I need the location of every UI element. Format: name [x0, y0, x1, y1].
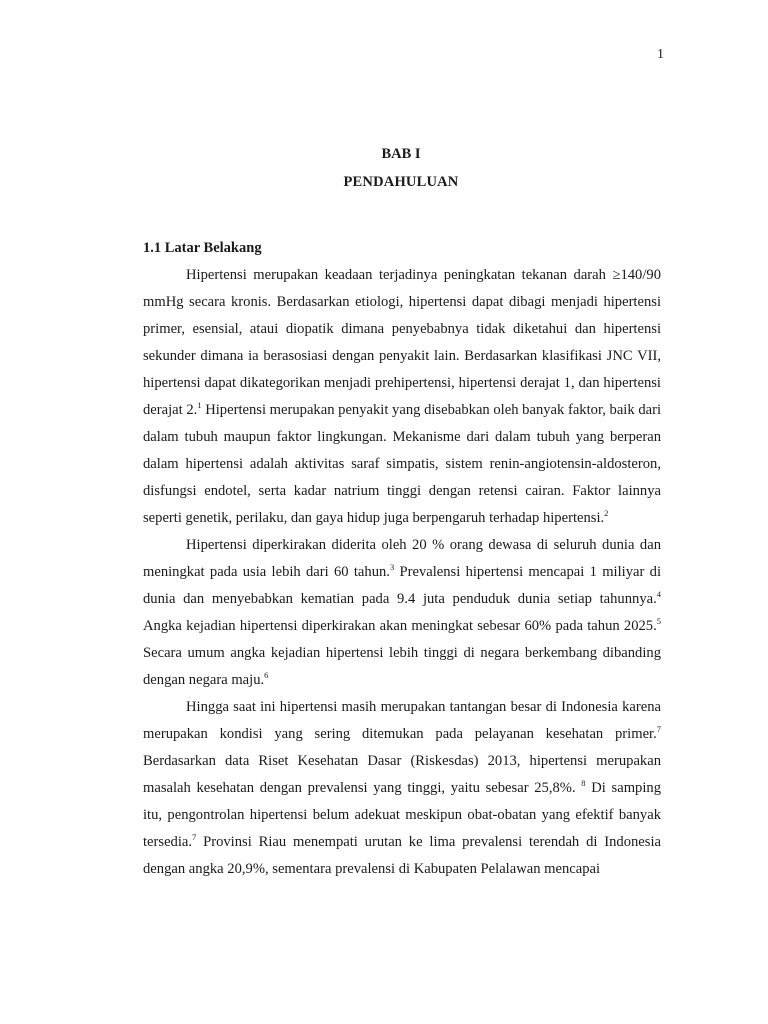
paragraph-text: Di samping itu, pengontrolan hipertensi belum adekuat meskipun obat-obatan yang efektif banyak tersedia.: [143, 780, 661, 850]
paragraph-2: [143, 532, 661, 694]
paragraph-text: Provinsi Riau menempati urutan ke lima prevalensi terendah di Indonesia dengan angka 20,9%, sementara prevalensi di Kabupaten Pelalawan mencapai: [143, 834, 661, 877]
paragraph-text: Secara umum angka kejadian hipertensi lebih tinggi di negara berkembang dibanding dengan negara maju.: [143, 645, 661, 688]
citation-superscript: 4: [656, 589, 661, 599]
paragraph-text: Hingga saat ini hipertensi masih merupakan tantangan besar di Indonesia karena merupakan kondisi yang sering ditemukan pada pelayanan kesehatan primer.: [143, 699, 661, 742]
citation-superscript: 5: [656, 616, 661, 626]
citation-superscript: 6: [264, 670, 269, 680]
chapter-title: PENDAHULUAN: [343, 174, 459, 190]
paragraph-text: Prevalensi hipertensi mencapai 1 miliyar di dunia dan menyebabkan kematian pada 9.4 juta penduduk dunia setiap tahunnya.: [143, 564, 661, 607]
body-text: [143, 262, 661, 883]
chapter-number: BAB I: [381, 146, 421, 162]
page-number: 1: [657, 47, 664, 62]
citation-superscript: 1: [197, 400, 202, 410]
section-title: 1.1 Latar Belakang: [143, 240, 262, 256]
paragraph-text: Hipertensi diperkirakan diderita oleh 20 % orang dewasa di seluruh dunia dan meningkat pada usia lebih dari 60 tahun.: [143, 537, 661, 580]
paragraph-text: Angka kejadian hipertensi diperkirakan akan meningkat sebesar 60% pada tahun 2025.: [143, 618, 657, 634]
paragraph-3: [143, 694, 661, 883]
paragraph-1: [143, 262, 661, 532]
citation-superscript: 3: [389, 562, 395, 572]
citation-superscript: 7: [192, 832, 197, 842]
citation-superscript: 7: [656, 724, 661, 734]
citation-superscript: 8: [581, 778, 586, 788]
citation-superscript: 2: [604, 508, 609, 518]
paragraph-text: Berdasarkan data Riset Kesehatan Dasar (Riskesdas) 2013, hipertensi merupakan masalah kesehatan dengan prevalensi yang tinggi, yaitu sebesar 25,8%.: [143, 753, 661, 796]
paragraph-text: Hipertensi merupakan keadaan terjadinya peningkatan tekanan darah ≥140/90 mmHg secara kronis. Berdasarkan etiologi, hipertensi dapat dibagi menjadi hipertensi primer, esensial, ataui diopatik dimana penyebabnya tidak diketahui dan hipertensi sekunder dimana ia berasosiasi dengan penyakit lain. Berdasarkan klasifikasi JNC VII, hipertensi dapat dikategorikan menjadi prehipertensi, hipertensi derajat 1, dan hipertensi derajat 2.: [143, 267, 661, 418]
paragraph-text: Hipertensi merupakan penyakit yang disebabkan oleh banyak faktor, baik dari dalam tubuh maupun faktor lingkungan. Mekanisme dari dalam tubuh yang berperan dalam hipertensi adalah aktivitas saraf simpatis, sistem renin-angiotensin-aldosteron, disfungsi endotel, serta kadar natrium tinggi dengan retensi cairan. Faktor lainnya seperti genetik, perilaku, dan gaya hidup juga berpengaruh terhadap hipertensi.: [143, 402, 662, 526]
